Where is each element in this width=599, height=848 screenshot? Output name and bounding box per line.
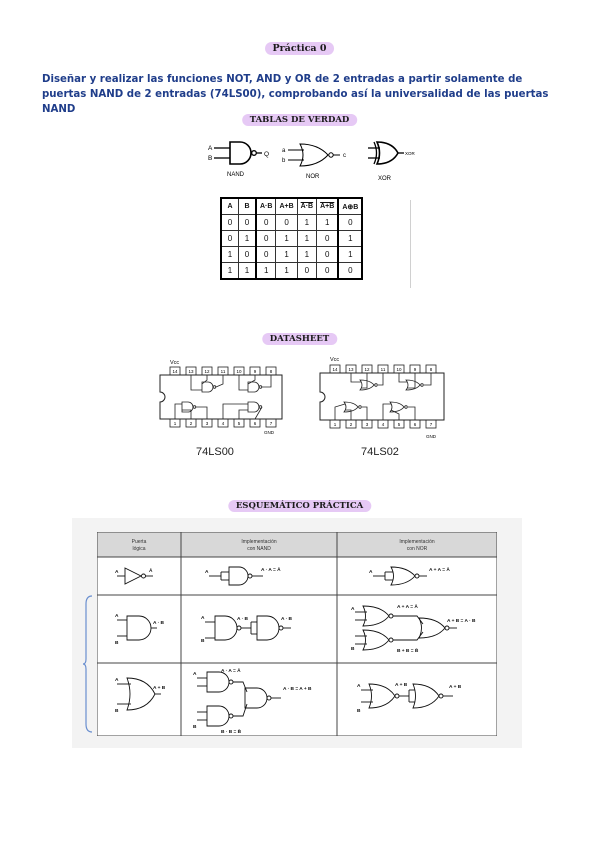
svg-text:1: 1 xyxy=(173,421,177,426)
section-schematic: ESQUEMÁTICO PRÁCTICA xyxy=(228,500,371,512)
section-truth-tables: TABLAS DE VERDAD xyxy=(242,114,358,126)
svg-text:GND: GND xyxy=(426,434,436,439)
svg-text:13: 13 xyxy=(348,367,354,372)
row3-nand-b: B xyxy=(193,725,197,730)
svg-text:4: 4 xyxy=(381,422,385,427)
nor-out: c xyxy=(343,153,346,159)
table-row: 0 0 0 0 1 1 0 xyxy=(221,215,362,231)
row1-nor-out: A + A = Ā xyxy=(429,568,450,573)
row3-nor-out: A + B xyxy=(449,685,462,690)
chip-74ls00-label: 74LS00 xyxy=(196,446,234,458)
chip-74ls02-label: 74LS02 xyxy=(361,446,399,458)
row3-b: B xyxy=(115,709,119,714)
nand-label: NAND xyxy=(227,172,245,178)
row1-nand-a: A xyxy=(205,570,209,575)
xor-gate-symbol xyxy=(368,142,416,182)
svg-text:6: 6 xyxy=(253,421,257,426)
header-nor-2: con NOR xyxy=(406,546,428,552)
nand-out: Q xyxy=(264,151,270,158)
svg-text:9: 9 xyxy=(413,367,417,372)
row3-nand-a: A xyxy=(193,672,197,677)
svg-text:3: 3 xyxy=(365,422,369,427)
svg-text:8: 8 xyxy=(269,369,273,374)
svg-text:5: 5 xyxy=(237,421,241,426)
row3-nor-b: B xyxy=(357,709,361,714)
svg-text:6: 6 xyxy=(413,422,417,427)
svg-text:7: 7 xyxy=(429,422,433,427)
bracket-mark xyxy=(82,594,96,734)
header-logic-gate-2: lógica xyxy=(132,546,146,552)
th-nor: A+B xyxy=(317,198,339,215)
th-and: A·B xyxy=(256,198,276,215)
xor-out: XOR xyxy=(405,151,415,156)
row3-nor-mid: A + B xyxy=(395,683,408,688)
svg-text:1: 1 xyxy=(333,422,337,427)
th-xor: A⊕B xyxy=(338,198,362,215)
row3-nand-bot: B · B = B̄ xyxy=(221,730,242,735)
header-nand-2: con NAND xyxy=(247,546,271,552)
svg-text:5: 5 xyxy=(397,422,401,427)
svg-text:14: 14 xyxy=(332,367,338,372)
row2-nor-out: A + B = A · B xyxy=(447,619,476,624)
svg-text:12: 12 xyxy=(364,367,370,372)
svg-text:Vcc: Vcc xyxy=(170,360,180,366)
row2-a: A xyxy=(115,614,119,619)
nor-in-a: a xyxy=(282,148,286,154)
th-b: B xyxy=(239,198,257,215)
svg-text:12: 12 xyxy=(204,369,210,374)
section-datasheet: DATASHEET xyxy=(262,333,337,345)
row2-nor-b: B xyxy=(351,647,355,652)
row2-b: B xyxy=(115,641,119,646)
row1-nor-a: A xyxy=(369,570,373,575)
truth-table-header xyxy=(221,198,362,215)
page-title: Práctica 0 xyxy=(265,42,335,55)
svg-text:4: 4 xyxy=(221,421,225,426)
truth-table xyxy=(220,197,363,280)
nand-gate-symbol xyxy=(208,142,269,178)
chip-74ls02-diagram xyxy=(316,352,451,440)
row2-and-out: A · B xyxy=(153,621,165,626)
svg-text:11: 11 xyxy=(380,367,386,372)
header-logic-gate-1: Puerta xyxy=(131,539,147,545)
row3-nand-top: A · A = Ā xyxy=(221,669,241,674)
svg-text:Vcc: Vcc xyxy=(330,357,340,363)
svg-text:8: 8 xyxy=(429,367,433,372)
intro-text: Diseñar y realizar las funciones NOT, AND y OR de 2 entradas a partir solamente de puertas NAND de 2 entradas (74LS00), comprobando así la universalidad de las puertas NAND xyxy=(42,74,549,115)
table-row: 0 1 0 1 1 0 1 xyxy=(221,231,362,247)
row3-nand-out: A · B = A + B xyxy=(283,687,312,692)
xor-label: XOR xyxy=(378,176,392,182)
svg-text:2: 2 xyxy=(349,422,353,427)
svg-text:10: 10 xyxy=(236,369,242,374)
row1-a: A xyxy=(115,570,119,575)
header-nand-1: Implementación xyxy=(241,539,277,545)
nand-in-b: B xyxy=(208,155,213,162)
th-a: A xyxy=(221,198,239,215)
row1-not-out: Ā xyxy=(149,569,153,574)
svg-text:3: 3 xyxy=(205,421,209,426)
svg-text:2: 2 xyxy=(189,421,193,426)
nor-label: NOR xyxy=(306,174,320,180)
row2-nand-mid: A · B xyxy=(237,617,249,622)
row2-nand-a: A xyxy=(201,616,205,621)
row2-nor-bot: B + B = B̄ xyxy=(397,649,419,654)
svg-text:9: 9 xyxy=(253,369,257,374)
row3-a: A xyxy=(115,678,119,683)
row2-nand-out: A · B xyxy=(281,617,293,622)
table-row: 1 0 0 1 1 0 1 xyxy=(221,247,362,263)
th-nand: A·B xyxy=(297,198,316,215)
chip-74ls00-diagram xyxy=(152,354,287,438)
schematic-table xyxy=(97,532,497,736)
nor-in-b: b xyxy=(282,158,286,164)
row2-nand-b: B xyxy=(201,639,205,644)
table-row: 1 1 1 1 0 0 0 xyxy=(221,263,362,280)
header-nor-1: Implementación xyxy=(399,539,435,545)
divider-line xyxy=(410,200,411,288)
nand-in-a: A xyxy=(208,145,213,152)
svg-text:GND: GND xyxy=(264,430,274,435)
svg-text:7: 7 xyxy=(269,421,273,426)
svg-text:10: 10 xyxy=(396,367,402,372)
gate-symbols xyxy=(200,136,430,184)
th-or: A+B xyxy=(276,198,297,215)
row3-nor-a: A xyxy=(357,684,361,689)
svg-text:14: 14 xyxy=(172,369,178,374)
svg-text:13: 13 xyxy=(188,369,194,374)
nor-gate-symbol xyxy=(282,144,346,180)
svg-text:11: 11 xyxy=(220,369,226,374)
row1-nand-out: A · A = Ā xyxy=(261,568,281,573)
row2-nor-top: A + A = Ā xyxy=(397,605,418,610)
row2-nor-a: A xyxy=(351,607,355,612)
row3-or-out: A + B xyxy=(153,686,166,691)
